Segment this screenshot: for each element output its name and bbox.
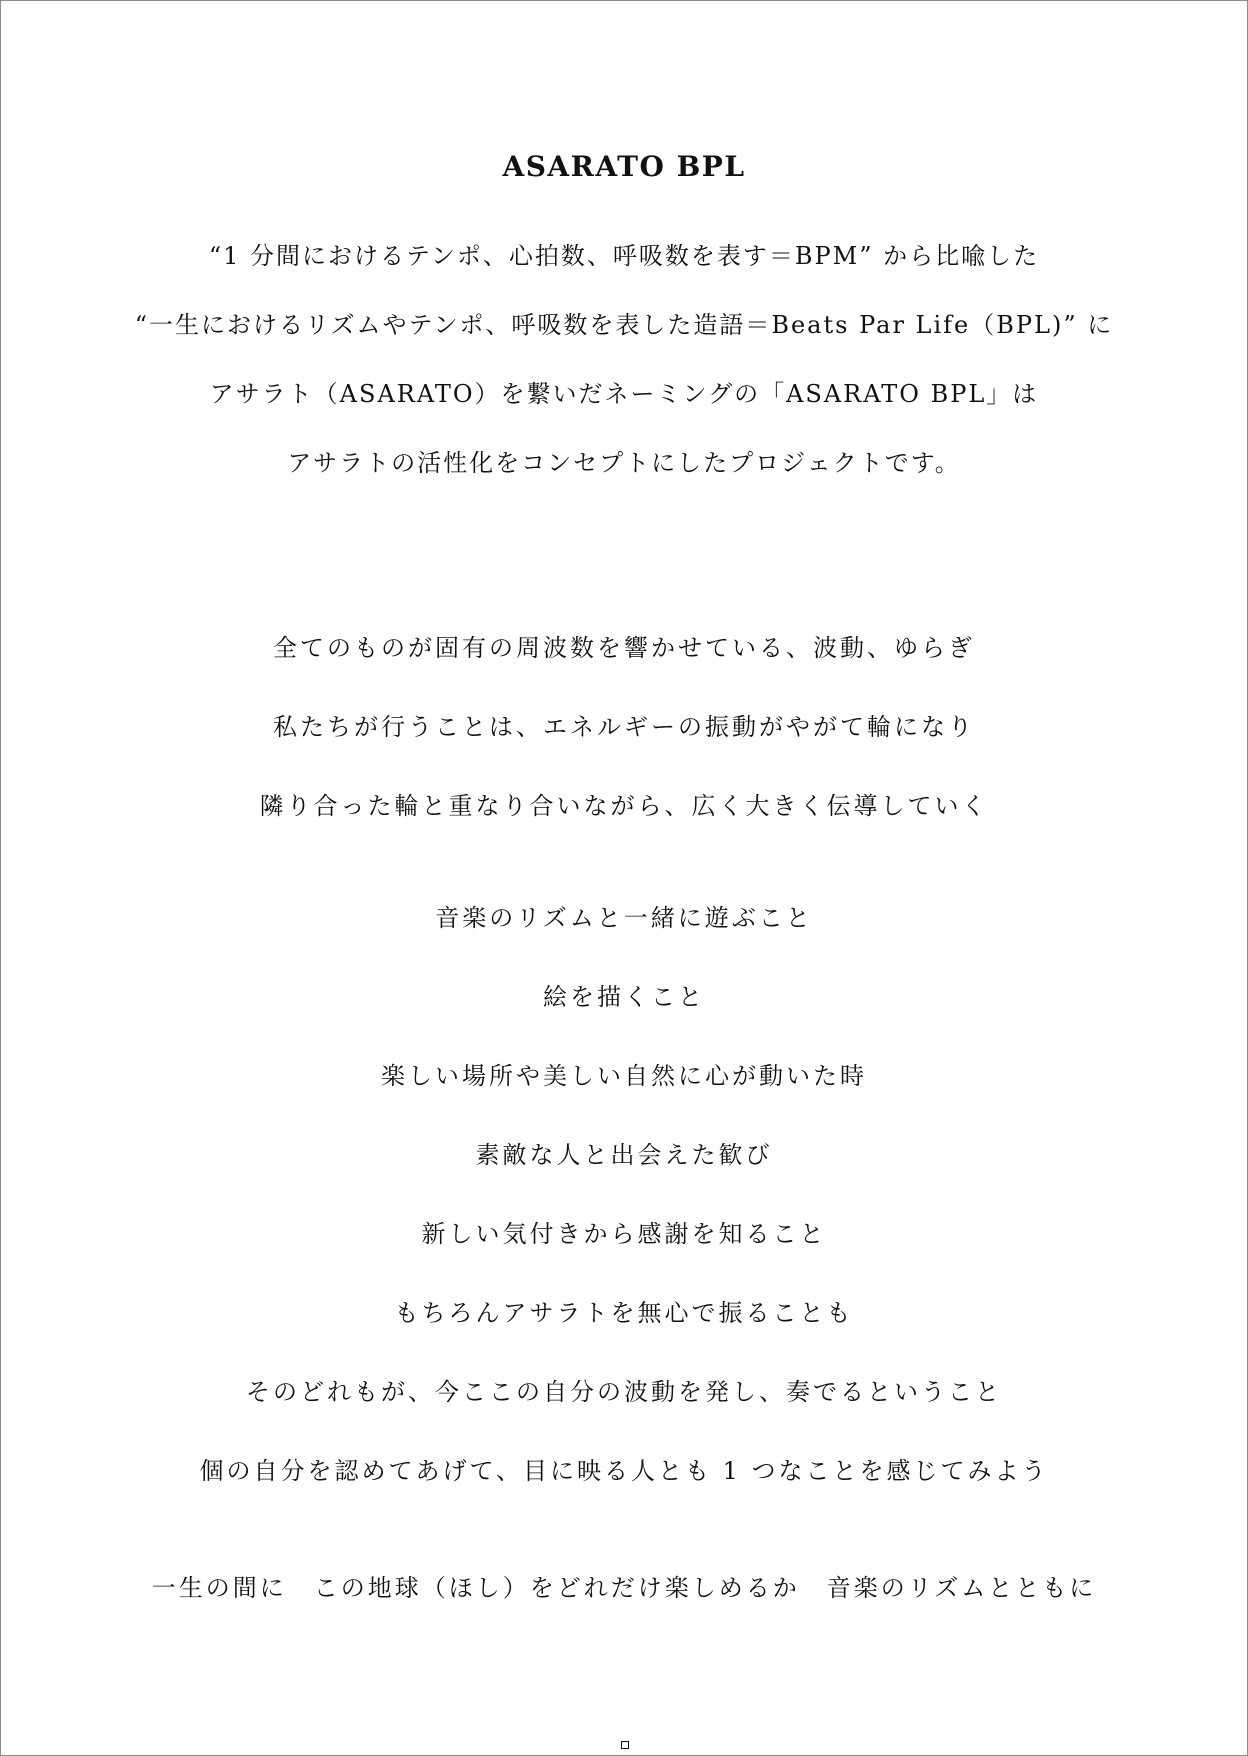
poem-line-8: 新しい気付きから感謝を知ること bbox=[421, 1220, 827, 1248]
poem-line-9: もちろんアサラトを無心で振ることも bbox=[394, 1299, 854, 1327]
intro-line-4: アサラトの活性化をコンセプトにしたプロジェクトです。 bbox=[287, 449, 961, 477]
poem-line-7: 素敵な人と出会えた歓び bbox=[475, 1141, 773, 1169]
intro-line-3: アサラト（ASARATO）を繋いだネーミングの「ASARATO BPL」は bbox=[209, 380, 1039, 408]
poem-closing-line: 一生の間に この地球（ほし）をどれだけ楽しめるか 音楽のリズムとともに bbox=[151, 1574, 1097, 1602]
intro-line-1: “1 分間におけるテンポ、心拍数、呼吸数を表す＝BPM” から比喩した bbox=[208, 242, 1040, 270]
page-marker-icon bbox=[621, 1741, 629, 1749]
poem-line-2: 私たちが行うことは、エネルギーの振動がやがて輪になり bbox=[273, 713, 975, 741]
document-title: ASARATO BPL bbox=[502, 150, 746, 183]
intro-line-2: “一生におけるリズムやテンポ、呼吸数を表した造語＝Beats Par Life（BPL)” に bbox=[134, 311, 1114, 339]
poem-line-5: 絵を描くこと bbox=[543, 983, 705, 1011]
poem-line-10: そのどれもが、今ここの自分の波動を発し、奏でるということ bbox=[246, 1378, 1002, 1406]
poem-line-6: 楽しい場所や美しい自然に心が動いた時 bbox=[381, 1062, 867, 1090]
poem-line-3: 隣り合った輪と重なり合いながら、広く大きく伝導していく bbox=[259, 792, 989, 820]
poem-line-1: 全てのものが固有の周波数を響かせている、波動、ゆらぎ bbox=[273, 634, 975, 662]
poem-line-4: 音楽のリズムと一緒に遊ぶこと bbox=[435, 904, 813, 932]
poem-line-11: 個の自分を認めてあげて、目に映る人とも 1 つなことを感じてみよう bbox=[199, 1457, 1049, 1485]
